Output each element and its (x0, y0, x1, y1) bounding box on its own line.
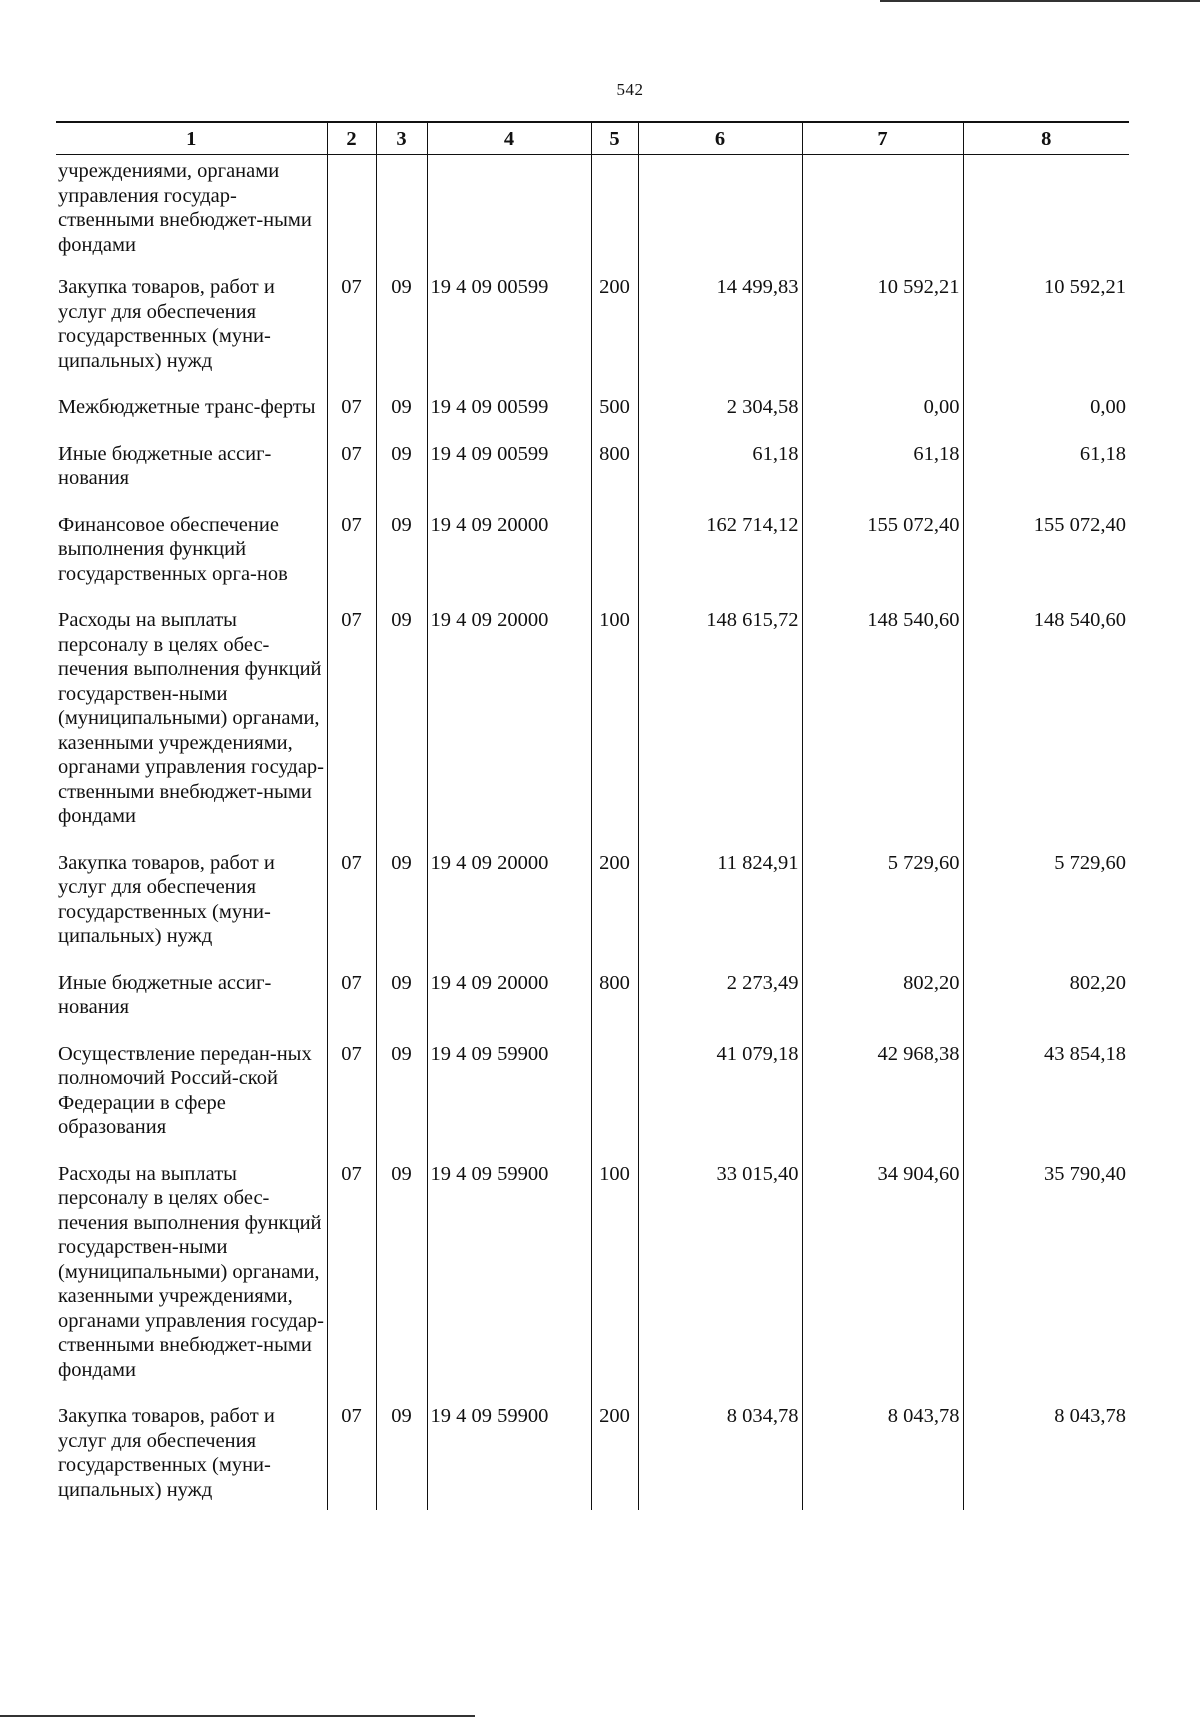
cell-amount-col6-text: 2 273,49 (726, 971, 799, 994)
cell-name-text: Межбюджетные транс-ферты (58, 396, 316, 418)
cell-amount-col6 (638, 967, 802, 1038)
table-row (56, 438, 1129, 509)
cell-section-text: 07 (341, 276, 362, 298)
table-row (56, 604, 1129, 847)
cell-expense-type (591, 1158, 638, 1401)
cell-subsection (376, 438, 427, 509)
cell-amount-col7 (802, 391, 963, 438)
cell-target-article-text: 19 4 09 20000 (430, 851, 549, 874)
cell-subsection-text: 09 (391, 851, 412, 874)
cell-amount-col8 (963, 1038, 1129, 1158)
cell-amount-col7 (802, 509, 963, 605)
top-edge-rule (880, 0, 1200, 2)
cell-expense-type-text: 100 (599, 1162, 630, 1185)
cell-name-text: Расходы на выплаты персоналу в целях обес-печения выполнения функций государствен-ными (муниципальными) органами, казенными учреждениями, органами управления государ-ственными внебюджет-ными фондами (58, 1162, 324, 1381)
cell-name (56, 509, 327, 605)
table-row (56, 847, 1129, 967)
cell-subsection (376, 967, 427, 1038)
cell-amount-col7-text: 148 540,60 (867, 609, 960, 631)
cell-amount-col6-text: 33 015,40 (716, 1162, 799, 1185)
cell-expense-type (591, 847, 638, 967)
header-col-4: 4 (427, 122, 591, 155)
header-col-6: 6 (638, 122, 802, 155)
cell-name (56, 391, 327, 438)
cell-section (327, 155, 376, 272)
cell-amount-col7 (802, 847, 963, 967)
cell-amount-col6 (638, 1400, 802, 1510)
page-number: 542 (616, 80, 644, 99)
cell-expense-type-text: 200 (599, 851, 630, 874)
cell-name-text: Финансовое обеспечение выполнения функций государственных орга-нов (58, 513, 288, 585)
cell-expense-type (591, 967, 638, 1038)
cell-expense-type-text (592, 509, 638, 531)
cell-amount-col7 (802, 1400, 963, 1510)
cell-expense-type-text: 100 (599, 609, 630, 631)
cell-section-text: 07 (341, 609, 362, 631)
cell-amount-col6 (638, 509, 802, 605)
cell-expense-type-text: 800 (599, 971, 630, 994)
cell-target-article-text: 19 4 09 20000 (430, 971, 549, 994)
cell-amount-col8 (963, 604, 1129, 847)
cell-amount-col6 (638, 391, 802, 438)
cell-amount-col7-text: 0,00 (923, 396, 960, 418)
cell-amount-col6-text: 8 034,78 (726, 1405, 799, 1427)
cell-subsection-text: 09 (391, 1405, 412, 1427)
budget-table (56, 121, 1129, 1510)
cell-subsection (376, 155, 427, 272)
cell-name-text: учреждениями, органами управления государ-ственными внебюджет-ными фондами (58, 160, 312, 256)
cell-amount-col7-text: 155 072,40 (867, 513, 960, 536)
cell-subsection-text (377, 155, 427, 173)
cell-amount-col7-text: 34 904,60 (877, 1162, 960, 1185)
cell-amount-col7 (802, 438, 963, 509)
cell-target-article-text: 19 4 09 00599 (430, 442, 549, 465)
cell-amount-col8 (963, 967, 1129, 1038)
cell-target-article-text: 19 4 09 59900 (430, 1162, 549, 1185)
cell-subsection-text: 09 (391, 971, 412, 994)
cell-name-text: Осуществление передан-ных полномочий Россий-ской Федерации в сфере образования (58, 1042, 312, 1138)
table-row (56, 155, 1129, 272)
cell-amount-col7-text: 10 592,21 (877, 276, 960, 298)
cell-target-article (427, 271, 591, 391)
cell-expense-type (591, 391, 638, 438)
cell-section-text: 07 (341, 1405, 362, 1427)
cell-name (56, 847, 327, 967)
cell-section (327, 1158, 376, 1401)
cell-amount-col8-text: 10 592,21 (1044, 276, 1126, 298)
cell-name (56, 1158, 327, 1401)
table-header-row (56, 122, 1129, 155)
cell-section-text: 07 (341, 442, 362, 465)
cell-expense-type-text (592, 155, 638, 173)
cell-expense-type (591, 1038, 638, 1158)
table-row (56, 271, 1129, 391)
cell-section-text: 07 (341, 851, 362, 874)
cell-amount-col8 (963, 1158, 1129, 1401)
table-row (56, 1038, 1129, 1158)
cell-amount-col6 (638, 604, 802, 847)
cell-expense-type (591, 509, 638, 605)
cell-amount-col7-text (803, 155, 960, 173)
cell-amount-col8-text: 8 043,78 (1054, 1405, 1126, 1427)
cell-expense-type (591, 155, 638, 272)
cell-target-article (427, 1400, 591, 1510)
cell-amount-col7 (802, 271, 963, 391)
cell-amount-col6 (638, 271, 802, 391)
cell-section (327, 271, 376, 391)
cell-amount-col8-text: 61,18 (1079, 442, 1126, 465)
cell-amount-col6-text: 162 714,12 (706, 513, 799, 536)
cell-amount-col8-text: 5 729,60 (1054, 851, 1126, 874)
cell-expense-type-text: 200 (599, 276, 630, 298)
cell-amount-col7 (802, 967, 963, 1038)
cell-amount-col7-text: 8 043,78 (887, 1405, 960, 1427)
cell-amount-col8 (963, 509, 1129, 605)
cell-amount-col6 (638, 155, 802, 272)
cell-subsection-text: 09 (391, 276, 412, 298)
cell-target-article (427, 391, 591, 438)
cell-name-text: Закупка товаров, работ и услуг для обеспечения государственных (муни-ципальных) нужд (58, 276, 275, 372)
cell-amount-col7 (802, 1038, 963, 1158)
header-col-5: 5 (591, 122, 638, 155)
cell-name-text: Иные бюджетные ассиг-нования (58, 971, 272, 1018)
cell-expense-type (591, 271, 638, 391)
table-row (56, 391, 1129, 438)
cell-subsection (376, 604, 427, 847)
cell-amount-col8 (963, 1400, 1129, 1510)
cell-expense-type (591, 438, 638, 509)
cell-subsection-text: 09 (391, 513, 412, 536)
header-col-7: 7 (802, 122, 963, 155)
cell-name-text: Закупка товаров, работ и услуг для обеспечения государственных (муни-ципальных) нужд (58, 1405, 275, 1501)
cell-target-article-text: 19 4 09 00599 (430, 276, 549, 298)
cell-subsection-text: 09 (391, 609, 412, 631)
cell-subsection (376, 271, 427, 391)
cell-amount-col6 (638, 438, 802, 509)
cell-amount-col6 (638, 1158, 802, 1401)
cell-amount-col8 (963, 271, 1129, 391)
cell-section-text: 07 (341, 971, 362, 994)
cell-amount-col8 (963, 155, 1129, 272)
header-col-2: 2 (327, 122, 376, 155)
cell-amount-col7 (802, 1158, 963, 1401)
header-col-3: 3 (376, 122, 427, 155)
cell-amount-col6-text: 61,18 (752, 442, 799, 465)
cell-section-text (328, 155, 376, 173)
cell-subsection (376, 509, 427, 605)
header-col-1: 1 (56, 122, 327, 155)
cell-target-article (427, 155, 591, 272)
cell-section (327, 509, 376, 605)
cell-amount-col8-text: 155 072,40 (1033, 513, 1126, 536)
cell-name (56, 438, 327, 509)
cell-amount-col8-text: 802,20 (1069, 971, 1126, 994)
bottom-edge-rule (0, 1715, 475, 1717)
cell-subsection-text: 09 (391, 1042, 412, 1065)
cell-amount-col7-text: 61,18 (913, 442, 960, 465)
cell-subsection-text: 09 (391, 396, 412, 418)
cell-section (327, 391, 376, 438)
cell-target-article (427, 967, 591, 1038)
cell-amount-col6-text: 148 615,72 (706, 609, 799, 631)
cell-section (327, 1038, 376, 1158)
cell-section (327, 438, 376, 509)
cell-subsection (376, 1400, 427, 1510)
cell-name (56, 604, 327, 847)
cell-amount-col7-text: 42 968,38 (877, 1042, 960, 1065)
cell-amount-col8-text: 35 790,40 (1044, 1162, 1126, 1185)
cell-amount-col8-text: 148 540,60 (1033, 609, 1126, 631)
cell-section-text: 07 (341, 396, 362, 418)
cell-expense-type-text: 200 (599, 1405, 630, 1427)
cell-target-article-text: 19 4 09 59900 (430, 1405, 549, 1427)
cell-name (56, 967, 327, 1038)
cell-amount-col8-text: 0,00 (1090, 396, 1126, 418)
cell-target-article (427, 1158, 591, 1401)
cell-amount-col7-text: 802,20 (903, 971, 960, 994)
cell-amount-col6 (638, 847, 802, 967)
cell-subsection (376, 1158, 427, 1401)
cell-amount-col8 (963, 438, 1129, 509)
cell-target-article (427, 438, 591, 509)
cell-amount-col6-text (639, 155, 799, 173)
header-col-8: 8 (963, 122, 1129, 155)
cell-expense-type-text: 800 (599, 442, 630, 465)
cell-name-text: Иные бюджетные ассиг-нования (58, 442, 272, 489)
cell-target-article-text: 19 4 09 20000 (430, 513, 549, 536)
cell-amount-col6-text: 14 499,83 (716, 276, 799, 298)
cell-expense-type-text: 500 (599, 396, 630, 418)
cell-subsection-text: 09 (391, 442, 412, 465)
table-row (56, 509, 1129, 605)
cell-target-article (427, 1038, 591, 1158)
cell-amount-col7-text: 5 729,60 (887, 851, 960, 874)
cell-subsection-text: 09 (391, 1162, 412, 1185)
cell-subsection (376, 847, 427, 967)
cell-expense-type (591, 604, 638, 847)
cell-amount-col8 (963, 847, 1129, 967)
cell-expense-type-text (592, 1038, 638, 1060)
cell-section (327, 1400, 376, 1510)
cell-target-article-text: 19 4 09 00599 (430, 396, 549, 418)
cell-section (327, 967, 376, 1038)
cell-amount-col6-text: 2 304,58 (726, 396, 799, 418)
cell-target-article-text (431, 155, 588, 173)
table-row (56, 1158, 1129, 1401)
cell-section-text: 07 (341, 513, 362, 536)
cell-amount-col7 (802, 604, 963, 847)
cell-name (56, 1400, 327, 1510)
cell-subsection (376, 391, 427, 438)
cell-name (56, 1038, 327, 1158)
cell-amount-col8-text (964, 155, 1127, 173)
cell-name-text: Расходы на выплаты персоналу в целях обес-печения выполнения функций государствен-ными (муниципальными) органами, казенными учреждениями, органами управления государ-ственными внебюджет-ными фондами (58, 609, 324, 827)
cell-subsection (376, 1038, 427, 1158)
cell-section-text: 07 (341, 1042, 362, 1065)
cell-section (327, 604, 376, 847)
cell-target-article-text: 19 4 09 20000 (430, 609, 549, 631)
cell-target-article (427, 604, 591, 847)
cell-amount-col8 (963, 391, 1129, 438)
cell-amount-col8-text: 43 854,18 (1044, 1042, 1126, 1065)
cell-section (327, 847, 376, 967)
cell-amount-col6 (638, 1038, 802, 1158)
cell-target-article (427, 847, 591, 967)
cell-name (56, 155, 327, 272)
cell-target-article-text: 19 4 09 59900 (430, 1042, 549, 1065)
cell-expense-type (591, 1400, 638, 1510)
table-row (56, 967, 1129, 1038)
cell-target-article (427, 509, 591, 605)
cell-section-text: 07 (341, 1162, 362, 1185)
cell-name-text: Закупка товаров, работ и услуг для обеспечения государственных (муни-ципальных) нужд (58, 851, 275, 947)
cell-amount-col6-text: 41 079,18 (716, 1042, 799, 1065)
cell-amount-col7 (802, 155, 963, 272)
table-row (56, 1400, 1129, 1510)
cell-amount-col6-text: 11 824,91 (717, 851, 799, 874)
cell-name (56, 271, 327, 391)
